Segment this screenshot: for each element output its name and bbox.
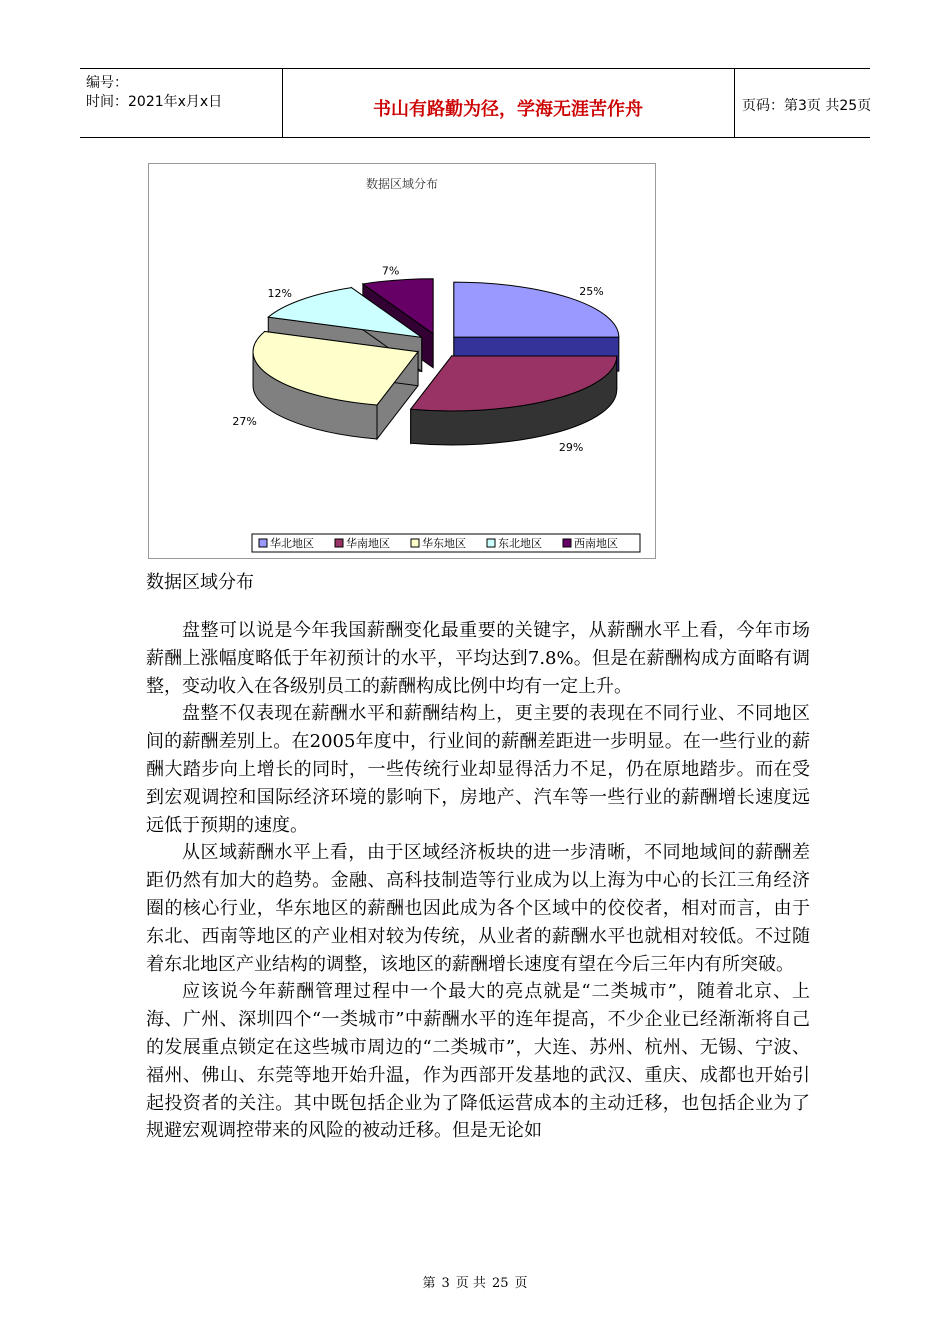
document-number: 编号： [86, 75, 128, 91]
header-page-number: 页码：第3页 共25页 [742, 98, 872, 114]
page-header [80, 68, 870, 138]
document-date: 时间：2021年x月x日 [86, 94, 223, 110]
legend-entry: 东北地区 [498, 537, 542, 550]
pie-chart-svg [149, 164, 655, 558]
legend-entry: 华北地区 [270, 537, 314, 550]
paragraph: 应该说今年薪酬管理过程中一个最大的亮点就是“二类城市”，随着北京、上海、广州、深圳四个“一类城市”中薪酬水平的连年提高，不少企业已经渐渐将自己的发展重点锁定在这些城市周边的“二类城市”，大连、苏州、杭州、无锡、宁波、福州、佛山、东莞等地开始升温，作为西部开发基地的武汉、重庆、成都也开始引起投资者的关注。其中既包括企业为了降低运营成本的主动迁移，也包括企业为了规避宏观调控带来的风险的被动迁移。但是无论如 [146, 981, 810, 1142]
header-page-cell [734, 69, 870, 137]
pie-slice-label: 25% [579, 285, 604, 299]
paragraph: 盘整不仅表现在薪酬水平和薪酬结构上，更主要的表现在不同行业、不同地区间的薪酬差别上。在2005年度中，行业间的薪酬差距进一步明显。在一些行业的薪酬大踏步向上增长的同时，一些传统行业却显得活力不足，仍在原地踏步。而在受到宏观调控和国际经济环境的影响下，房地产、汽车等一些行业的薪酬增长速度远远低于预期的速度。 [146, 703, 810, 836]
page-footer [0, 1272, 950, 1291]
footer-mid: 页 共 [455, 1276, 486, 1291]
body-text [146, 617, 810, 1145]
header-motto: 书山有路勤为径，学海无涯苦作舟 [373, 99, 643, 120]
legend-entry: 华东地区 [422, 537, 466, 550]
pie-slice-label: 29% [558, 441, 584, 455]
legend-swatch [411, 539, 419, 547]
footer-page: 3 [441, 1276, 450, 1291]
legend-swatch [563, 539, 571, 547]
pie-slice-label: 7% [381, 264, 400, 278]
header-motto-cell [282, 69, 735, 137]
footer-prefix: 第 [422, 1276, 436, 1291]
legend-entry: 西南地区 [574, 537, 618, 550]
paragraph: 从区域薪酬水平上看，由于区域经济板块的进一步清晰，不同地域间的薪酬差距仍然有加大的趋势。金融、高科技制造等行业成为以上海为中心的长江三角经济圈的核心行业，华东地区的薪酬也因此成为各个区域中的佼佼者，相对而言，由于东北、西南等地区的产业相对较为传统，从业者的薪酬水平也就相对较低。不过随着东北地区产业结构的调整，该地区的薪酬增长速度有望在今后三年内有所突破。 [146, 842, 810, 975]
legend-entry: 华南地区 [346, 537, 390, 550]
paragraph: 盘整可以说是今年我国薪酬变化最重要的关键字，从薪酬水平上看，今年市场薪酬上涨幅度略低于年初预计的水平，平均达到7.8%。但是在薪酬构成方面略有调整，变动收入在各级别员工的薪酬构成比例中均有一定上升。 [146, 620, 810, 697]
legend-swatch [259, 539, 267, 547]
legend-swatch [335, 539, 343, 547]
legend-swatch [487, 539, 495, 547]
footer-total: 25 [491, 1276, 509, 1291]
pie-slice-label: 12% [267, 286, 292, 300]
pie-chart [148, 163, 656, 559]
header-meta-cell [80, 69, 283, 137]
pie-slice-label: 27% [232, 415, 257, 429]
footer-suffix: 页 [514, 1276, 528, 1291]
chart-title: 数据区域分布 [365, 177, 439, 191]
chart-caption: 数据区域分布 [146, 572, 254, 593]
